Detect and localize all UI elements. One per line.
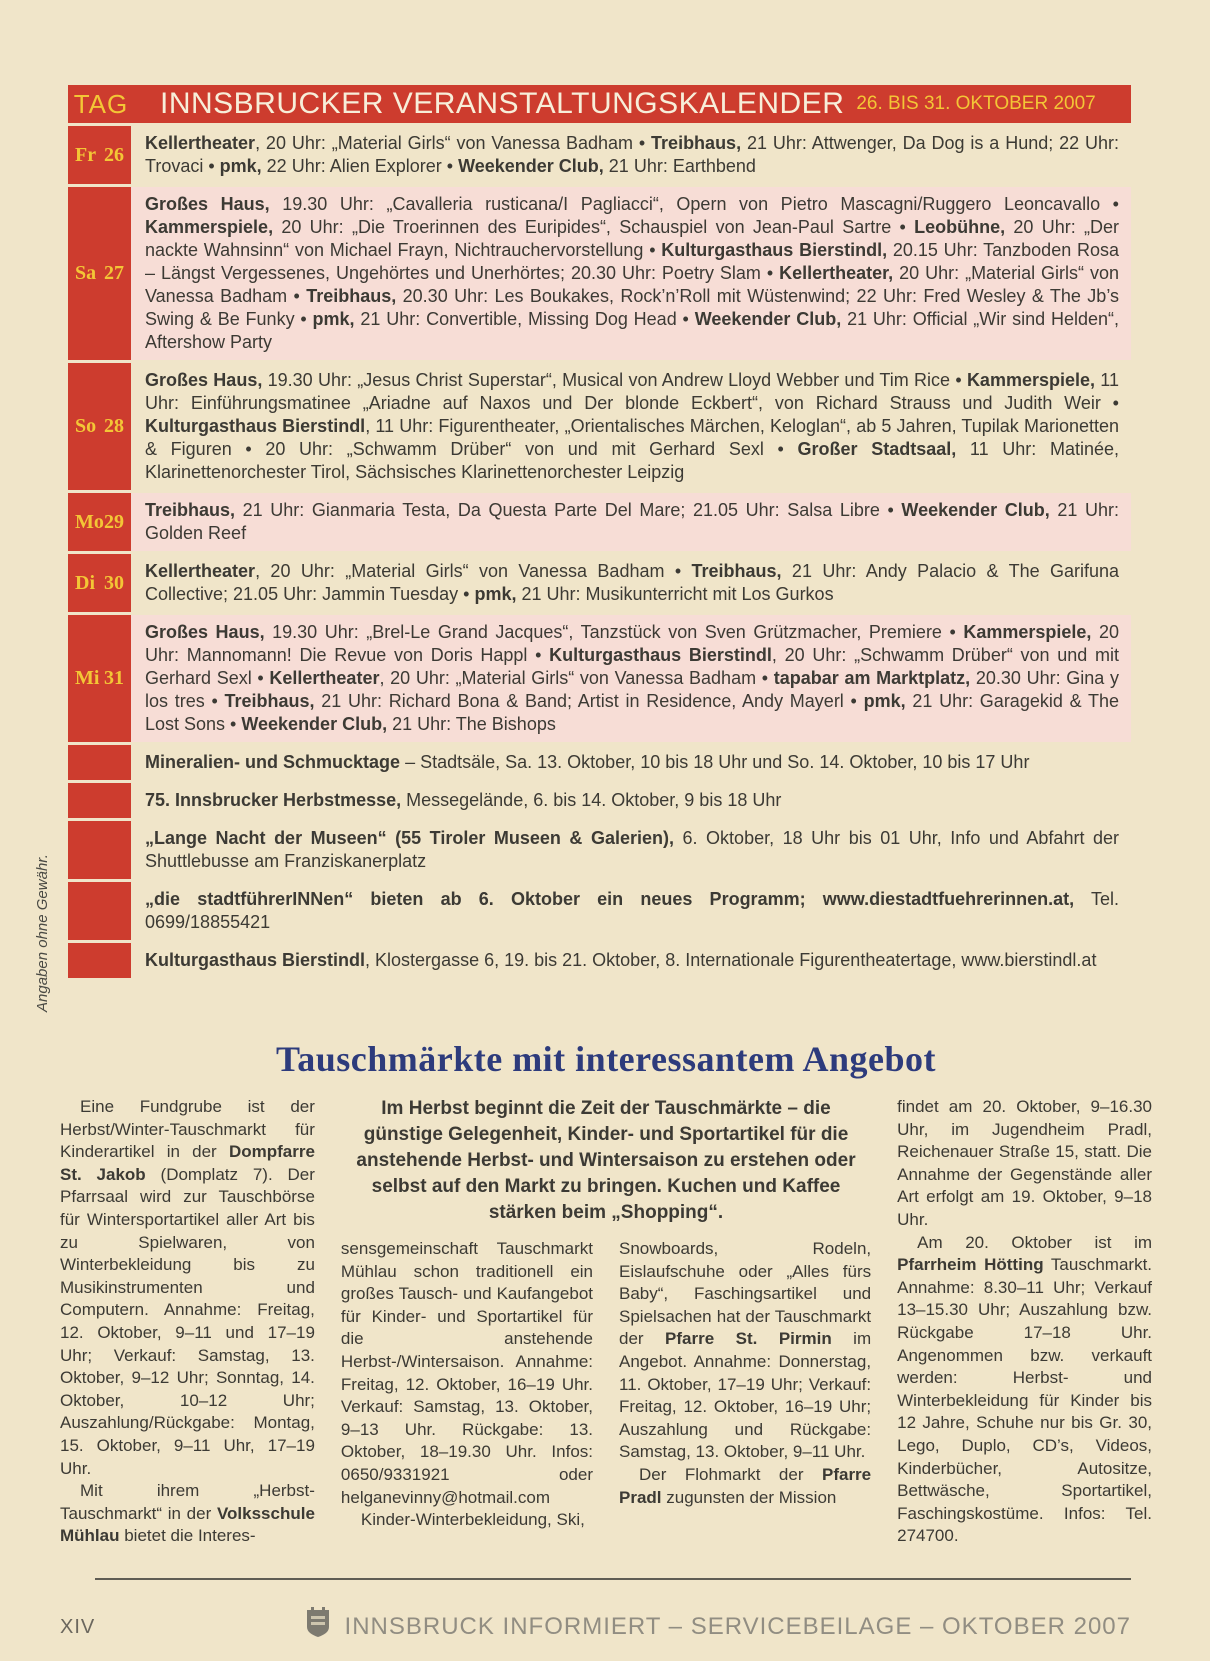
event-text: 22 Uhr: Alien Explorer • <box>261 156 459 176</box>
event-text: 20.30 Uhr: Gina y los tres • <box>145 668 1119 711</box>
event-text: 21 Uhr: Golden Reef <box>145 500 1119 543</box>
calendar-row <box>68 615 1131 742</box>
article-middle-columns <box>341 1238 871 1548</box>
article-paragraph <box>341 1238 593 1509</box>
event-text: sensgemeinschaft Tauschmarkt Mühlau schon traditionell ein großes Tausch- und Kaufangebot für Kinder- und Sportartikel für die anstehende Herbst-/Wintersaison. Annahme: Freitag, 12. Oktober, 16–19 Uhr. Verkauf: Samstag, 13. Oktober, 9–13 Uhr. Rückgabe: 13. Oktober, 18–19.30 Uhr. Infos: 0650/9331921 oder helganevinny@hotmail.com <box>340 1239 594 1507</box>
event-text: findet am 20. Oktober, 9–16.30 Uhr, im Jugendheim Pradl, Reichenauer Straße 15, statt. Die Annahme der Gegenstände aller Art erfolgt am 19. Oktober, 9–18 Uhr. <box>897 1097 1153 1229</box>
event-text: 19.30 Uhr: „Jesus Christ Superstar“, Musical von Andrew Lloyd Webber und Tim Rice • <box>262 370 967 390</box>
event-text: Tauschmarkt. Annahme: 8.30–11 Uhr; Verkauf 13–15.30 Uhr; Auszahlung bzw. Rückgabe 17–18 Uhr. Angenommen bzw. verkauft werden: Herbst- und Winterbekleidung für Kinder bis 12 Jahre, Schuhe nur bis Gr. 30, Lego, Duplo, CD’s, Videos, Kinderbücher, Autositze, Bettwäsche, Sportartikel, Faschingskostüme. Infos: Tel. 274700. <box>897 1255 1153 1546</box>
footer-divider <box>95 1578 1131 1580</box>
venue-name: Dompfarre St. Jakob <box>60 1142 315 1184</box>
venue-name: Pfarre Pradl <box>619 1464 872 1507</box>
day-label-cell <box>68 493 131 551</box>
day-spacer-cell <box>68 882 131 940</box>
event-text: Eine Fundgrube ist der Herbst/Winter-Tauschmarkt für Kinderartikel in der <box>60 1097 315 1162</box>
day-number: 29 <box>104 510 124 533</box>
article-column-1 <box>60 1096 315 1548</box>
event-text: Der Flohmarkt der <box>639 1464 822 1484</box>
venue-name: Weekender Club, <box>901 500 1050 520</box>
article-column-3 <box>619 1238 871 1548</box>
event-text: 11 Uhr: Einführungsmatinee „Ariadne auf Naxos und Der blonde Eckbert“, von Richard Strauss und Judith Weir • <box>145 370 1119 413</box>
event-text: 20.30 Uhr: Les Boukakes, Rock’n’Roll mit Wüstenwind; 22 Uhr: Fred Wesley & The Jb’s Swing & Be Funky • <box>145 286 1119 329</box>
day-number: 30 <box>104 571 124 594</box>
event-text: – Stadtsäle, Sa. 13. Oktober, 10 bis 18 Uhr und So. 14. Oktober, 10 bis 17 Uhr <box>400 752 1030 772</box>
article-paragraph <box>341 1509 593 1532</box>
event-text: 21 Uhr: Andy Palacio & The Garifuna Collective; 21.05 Uhr: Jammin Tuesday • <box>145 561 1119 604</box>
article-middle-block <box>341 1096 871 1548</box>
venue-name: „Lange Nacht der Museen“ (55 Tiroler Museen & Galerien), <box>145 828 674 848</box>
event-text: 21 Uhr: The Bishops <box>387 714 556 734</box>
day-spacer-cell <box>68 821 131 879</box>
venue-name: Großes Haus, <box>145 370 263 390</box>
event-text: 21 Uhr: Gianmaria Testa, Da Questa Parte Del Mare; 21.05 Uhr: Salsa Libre • <box>235 500 902 520</box>
event-text: 20 Uhr: „Die Troerinnen des Euripides“, Schauspiel von Jean-Paul Sartre • <box>273 217 915 237</box>
event-text: zugunsten der Mission <box>661 1487 837 1507</box>
calendar-row <box>68 493 1131 551</box>
article-paragraph <box>60 1096 315 1480</box>
calendar-row <box>68 943 1131 978</box>
event-text: 21 Uhr: Convertible, Missing Dog Head • <box>354 309 695 329</box>
event-text: Messegelände, 6. bis 14. Oktober, 9 bis 18 Uhr <box>401 790 782 810</box>
event-text: 11 Uhr: Matinée, Klarinettenorchester Tirol, Sächsisches Klarinettenorchester Leipzig <box>145 439 1119 482</box>
venue-name: Großes Haus, <box>145 194 270 214</box>
calendar-row <box>68 882 1131 940</box>
venue-name: Kellertheater <box>269 668 380 688</box>
event-list-text <box>131 554 1131 612</box>
day-abbreviation: Sa <box>75 262 97 284</box>
venue-name: Treibhaus, <box>691 561 782 581</box>
article-columns <box>60 1096 1152 1548</box>
article-paragraph <box>897 1096 1152 1232</box>
event-text: 21 Uhr: Garagekid & The Lost Sons • <box>145 691 1120 734</box>
day-label-cell <box>68 187 131 360</box>
day-number: 26 <box>104 143 124 166</box>
venue-name: Pfarre St. Pirmin <box>665 1329 832 1349</box>
calendar-row <box>68 363 1131 490</box>
day-number: 31 <box>104 667 124 689</box>
venue-name: pmk, <box>219 156 262 176</box>
day-abbreviation: Fr <box>75 143 97 166</box>
event-list-text <box>131 882 1131 940</box>
venue-name: Großes Haus, <box>145 622 265 642</box>
venue-name: Weekender Club, <box>241 714 388 734</box>
calendar-row <box>68 783 1131 818</box>
article-paragraph <box>619 1464 871 1509</box>
article-headline: Tauschmärkte mit interessantem Angebot <box>276 1039 936 1079</box>
day-label-cell <box>68 554 131 612</box>
article-paragraph <box>897 1232 1152 1548</box>
venue-name: Kulturgasthaus Bierstindl <box>145 416 366 436</box>
article-intro: Im Herbst beginnt die Zeit der Tauschmärkte – die günstige Gelegenheit, Kinder- und Sportartikel für die anstehende Herbst- und Wintersaison zu erstehen oder selbst auf den Markt zu bringen. Kuchen und Kaffee stärken beim „Shopping“. <box>356 1098 856 1223</box>
venue-name: „die stadtführerINNen“ bieten ab 6. Oktober ein neues Programm; www.diestadtfuehrerinnen.at, <box>145 889 1075 909</box>
venue-name: Leobühne, <box>914 217 1006 237</box>
calendar-title: INNSBRUCKER VERANSTALTUNGSKALENDER <box>160 87 845 120</box>
article-paragraph <box>60 1480 315 1548</box>
article-column-4 <box>897 1096 1152 1548</box>
event-list-text <box>131 126 1131 184</box>
article-section <box>60 1038 1152 1548</box>
event-text: , 11 Uhr: Figurentheater, „Orientalisches Märchen, Keloglan“, ab 5 Jahren, Tupilak Marionetten & Figuren • 20 Uhr: „Schwamm Drüber“ von und mit Gerhard Sexl • <box>145 416 1119 459</box>
side-note: Angaben ohne Gewähr. <box>34 854 51 1012</box>
article-column-2 <box>341 1238 593 1548</box>
venue-name: 75. Innsbrucker Herbstmesse, <box>145 790 402 810</box>
event-text: 21 Uhr: Official „Wir sind Helden“, Aftershow Party <box>145 309 1119 352</box>
venue-name: Kulturgasthaus Bierstindl <box>145 950 366 970</box>
event-text: 21 Uhr: Attwenger, Da Dog is a Hund; 22 Uhr: Trovaci • <box>145 133 1119 176</box>
day-label-cell <box>68 126 131 184</box>
venue-name: Kellertheater, <box>779 263 894 283</box>
venue-name: tapabar am Marktplatz, <box>773 668 971 688</box>
event-text: Mit ihrem „Herbst-Tauschmarkt“ in der <box>60 1481 315 1523</box>
venue-name: Pfarrheim Hötting <box>897 1255 1044 1275</box>
calendar-row <box>68 745 1131 780</box>
event-text: 21 Uhr: Richard Bona & Band; Artist in Residence, Andy Mayerl • <box>314 691 864 711</box>
event-text: , 20 Uhr: „Material Girls“ von Vanessa Badham • <box>255 561 692 581</box>
venue-name: Treibhaus, <box>145 500 236 520</box>
event-text: , 20 Uhr: „Material Girls“ von Vanessa Badham • <box>379 668 774 688</box>
event-text: 20.15 Uhr: Tanzboden Rosa – Längst Vergessenes, Ungehörtes und Unerhörtes; 20.30 Uhr: Poetry Slam • <box>145 240 1120 283</box>
event-text: 20 Uhr: „Material Girls“ von Vanessa Badham • <box>145 263 1119 306</box>
day-label-cell <box>68 363 131 490</box>
venue-name: Treibhaus, <box>224 691 315 711</box>
day-spacer-cell <box>68 943 131 978</box>
calendar-row <box>68 821 1131 879</box>
event-text: im Angebot. Annahme: Donnerstag, 11. Oktober, 17–19 Uhr; Verkauf: Freitag, 12. Oktober, 16–19 Uhr; Auszahlung und Rückgabe: Samstag, 13. Oktober, 9–11 Uhr. <box>619 1329 872 1462</box>
venue-name: Kammerspiele, <box>963 622 1092 642</box>
event-list-text <box>131 363 1131 490</box>
event-text: bietet die Interes- <box>119 1526 256 1546</box>
venue-name: Kammerspiele, <box>145 217 274 237</box>
event-text: Snowboards, Rodeln, Eislaufschuhe oder „Alles fürs Baby“, Faschingsartikel und Spielsachen hat der Tauschmarkt der <box>619 1239 872 1349</box>
day-number: 27 <box>104 262 124 284</box>
venue-name: Treibhaus, <box>651 133 742 153</box>
venue-name: pmk, <box>474 584 517 604</box>
venue-name: Kellertheater <box>145 133 256 153</box>
day-abbreviation: Mi <box>75 667 100 689</box>
event-text: 20 Uhr: Mannomann! Die Revue von Doris Happl • <box>145 622 1119 665</box>
day-number: 28 <box>104 415 124 437</box>
event-text: , 20 Uhr: „Schwamm Drüber“ von und mit Gerhard Sexl • <box>145 645 1120 688</box>
footer-text: INNSBRUCK INFORMIERT – SERVICEBEILAGE – OKTOBER 2007 <box>344 1613 1131 1640</box>
event-text: 21 Uhr: Earthbend <box>603 156 756 176</box>
event-list-text <box>131 745 1131 780</box>
event-text: , Klostergasse 6, 19. bis 21. Oktober, 8. Internationale Figurentheatertage, www.bierstindl.at <box>365 950 1097 970</box>
event-list-text <box>131 943 1131 978</box>
event-text: 19.30 Uhr: „Cavalleria rusticana/I Pagliacci“, Opern von Pietro Mascagni/Ruggero Leoncavallo • <box>269 194 1119 214</box>
venue-name: Kellertheater <box>145 561 256 581</box>
venue-name: Großer Stadtsaal, <box>797 439 957 459</box>
event-list-text <box>131 187 1131 360</box>
event-text: Am 20. Oktober ist im <box>917 1232 1153 1252</box>
day-abbreviation: So <box>75 415 97 437</box>
event-text: Tel. 0699/18855421 <box>145 889 1120 932</box>
day-column-header: TAG <box>73 88 129 119</box>
venue-name: Volksschule Mühlau <box>60 1503 315 1546</box>
day-spacer-cell <box>68 745 131 780</box>
event-list-text <box>131 615 1131 742</box>
venue-name: pmk, <box>863 691 906 711</box>
day-abbreviation: Di <box>75 571 95 594</box>
venue-name: Kulturgasthaus Bierstindl <box>549 645 772 665</box>
calendar-header-bar <box>68 85 1131 123</box>
calendar-row <box>68 187 1131 360</box>
event-text: , 20 Uhr: „Material Girls“ von Vanessa Badham • <box>255 133 652 153</box>
calendar-row <box>68 554 1131 612</box>
event-text: (Domplatz 7). Der Pfarrsaal wird zur Tauschbörse für Wintersportartikel aller Art bis zu Spielwaren, von Winterbekleidung bis zu Musikinstrumenten und Computern. Annahme: Freitag, 12. Oktober, 9–11 und 17–19 Uhr; Verkauf: Samstag, 13. Oktober, 9–12 Uhr; Sonntag, 14. Oktober, 10–12 Uhr; Auszahlung/Rückgabe: Montag, 15. Oktober, 9–11 Uhr, 17–19 Uhr. <box>60 1164 315 1478</box>
venue-name: Treibhaus, <box>306 286 397 306</box>
page-number: XIV <box>60 1616 96 1638</box>
venue-name: Mineralien- und Schmucktage <box>145 752 401 772</box>
venue-name: Weekender Club, <box>458 156 604 176</box>
venue-name: Kammerspiele, <box>966 370 1096 390</box>
venue-name: Kulturgasthaus Bierstindl, <box>661 240 888 260</box>
day-abbreviation: Mo <box>75 510 104 533</box>
event-text: 21 Uhr: Musikunterricht mit Los Gurkos <box>516 584 834 604</box>
footer <box>60 1595 1131 1645</box>
calendar-rows <box>68 126 1131 981</box>
event-text: Kinder-Winterbekleidung, Ski, <box>360 1510 585 1530</box>
event-list-text <box>131 783 1131 818</box>
event-list-text <box>131 493 1131 551</box>
calendar-date-range: 26. BIS 31. OKTOBER 2007 <box>856 93 1096 114</box>
event-text: 6. Oktober, 18 Uhr bis 01 Uhr, Info und Abfahrt der Shuttlebusse am Franziskanerplatz <box>145 828 1119 871</box>
article-paragraph <box>619 1238 871 1464</box>
day-spacer-cell <box>68 783 131 818</box>
event-list-text <box>131 821 1131 879</box>
city-crest-icon <box>305 1606 331 1643</box>
event-text: 20 Uhr: „Der nackte Wahnsinn“ von Michael Frayn, Nichtrauchervorstellung • <box>145 217 1119 260</box>
calendar-row <box>68 126 1131 184</box>
day-label-cell <box>68 615 131 742</box>
event-text: 19.30 Uhr: „Brel-Le Grand Jacques“, Tanzstück von Sven Grützmacher, Premiere • <box>264 622 964 642</box>
venue-name: pmk, <box>312 309 355 329</box>
venue-name: Weekender Club, <box>694 309 842 329</box>
